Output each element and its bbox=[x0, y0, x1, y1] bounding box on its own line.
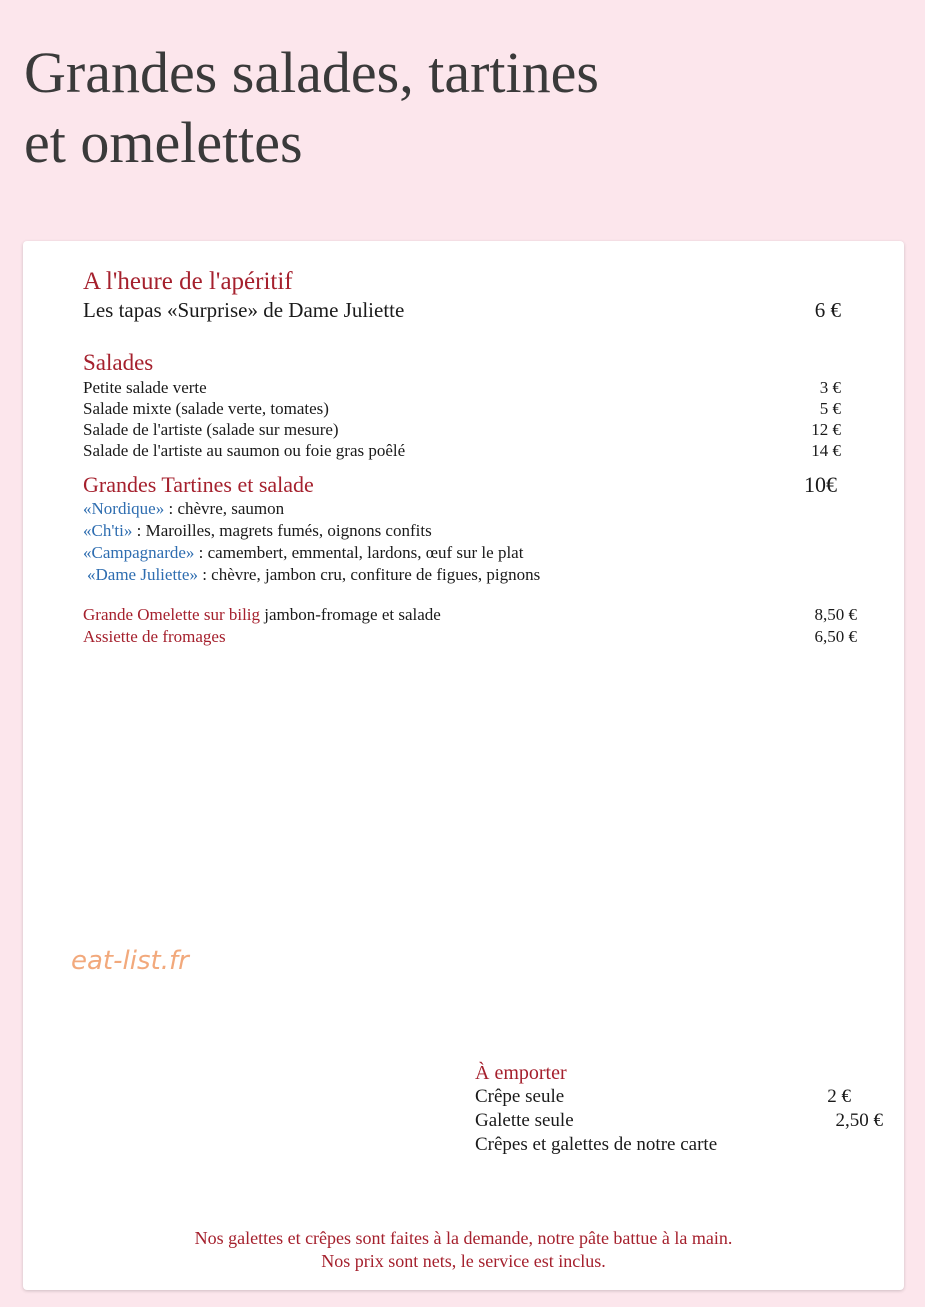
menu-item-name: «Nordique» bbox=[83, 499, 165, 518]
menu-item-description: : camembert, emmental, lardons, œuf sur le plat bbox=[194, 543, 524, 562]
menu-item bbox=[475, 1085, 883, 1109]
menu-item bbox=[475, 1133, 883, 1157]
section-heading-tartines-label: Grandes Tartines et salade bbox=[83, 472, 314, 497]
menu-item bbox=[83, 398, 843, 419]
menu-item-name: Petite salade verte bbox=[83, 378, 207, 397]
menu-item-price: 8,50 € bbox=[814, 605, 857, 624]
menu-item-description: jambon-fromage et salade bbox=[260, 605, 441, 624]
menu-item-price: 5 € bbox=[819, 399, 841, 418]
menu-item-price: 2 € bbox=[827, 1086, 851, 1107]
menu-item-description: : chèvre, saumon bbox=[164, 499, 285, 518]
menu-item-name: Salade de l'artiste (salade sur mesure) bbox=[83, 420, 339, 439]
menu-item bbox=[83, 440, 843, 461]
menu-item-price: 6,50 € bbox=[814, 627, 857, 646]
menu-item-price: 3 € bbox=[819, 378, 841, 397]
menu-item bbox=[83, 626, 857, 648]
menu-item-price: 2,50 € bbox=[835, 1110, 883, 1131]
takeaway-section bbox=[475, 1061, 883, 1157]
page-title bbox=[24, 38, 599, 178]
page-title-line-1: Grandes salades, tartines bbox=[24, 40, 599, 105]
footer-note-line-2: Nos prix sont nets, le service est inclus. bbox=[321, 1251, 606, 1271]
menu-item bbox=[83, 377, 843, 398]
section-heading-aperitif: A l'heure de l'apéritif bbox=[83, 268, 293, 295]
menu-item bbox=[83, 520, 843, 542]
menu-item-name: Assiette de fromages bbox=[83, 627, 226, 646]
menu-item bbox=[83, 564, 843, 586]
menu-item-name: «Campagnarde» bbox=[83, 543, 195, 562]
menu-image-card bbox=[23, 241, 904, 1290]
menu-item-name: Salade mixte (salade verte, tomates) bbox=[83, 399, 329, 418]
menu-item bbox=[83, 498, 843, 520]
menu-item-description: : Maroilles, magrets fumés, oignons confits bbox=[132, 521, 432, 540]
menu-item-name: Galette seule bbox=[475, 1110, 574, 1131]
menu-item-name: Les tapas «Surprise» de Dame Juliette bbox=[83, 298, 405, 322]
footer-note-line-1: Nos galettes et crêpes sont faites à la demande, notre pâte battue à la main. bbox=[194, 1228, 733, 1248]
menu-item bbox=[475, 1109, 883, 1133]
menu-item bbox=[83, 297, 843, 323]
menu-item-price: 6 € bbox=[814, 298, 841, 322]
menu-item-name: «Ch'ti» bbox=[83, 521, 133, 540]
page-title-line-2: et omelettes bbox=[24, 110, 303, 175]
menu-item bbox=[83, 419, 843, 440]
section-heading-takeaway: À emporter bbox=[475, 1062, 567, 1084]
menu-content bbox=[83, 267, 857, 648]
menu-item-name: Grande Omelette sur bilig bbox=[83, 605, 261, 624]
menu-item-name: Salade de l'artiste au saumon ou foie gras poêlé bbox=[83, 441, 406, 460]
menu-item-description: : chèvre, jambon cru, confiture de figues, pignons bbox=[197, 565, 541, 584]
section-heading-tartines bbox=[83, 471, 843, 498]
menu-item-name: Crêpe seule bbox=[475, 1086, 565, 1107]
footer-note bbox=[23, 1227, 904, 1273]
menu-item bbox=[83, 542, 843, 564]
menu-item-name: «Dame Juliette» bbox=[87, 565, 198, 584]
section-heading-salades: Salades bbox=[83, 350, 154, 375]
menu-item-name: Crêpes et galettes de notre carte bbox=[475, 1134, 718, 1155]
menu-item-price: 14 € bbox=[811, 441, 841, 460]
watermark: eat-list.fr bbox=[71, 946, 189, 976]
menu-item-price: 12 € bbox=[811, 420, 841, 439]
section-price-tartines: 10€ bbox=[804, 472, 837, 497]
menu-item bbox=[83, 604, 857, 626]
